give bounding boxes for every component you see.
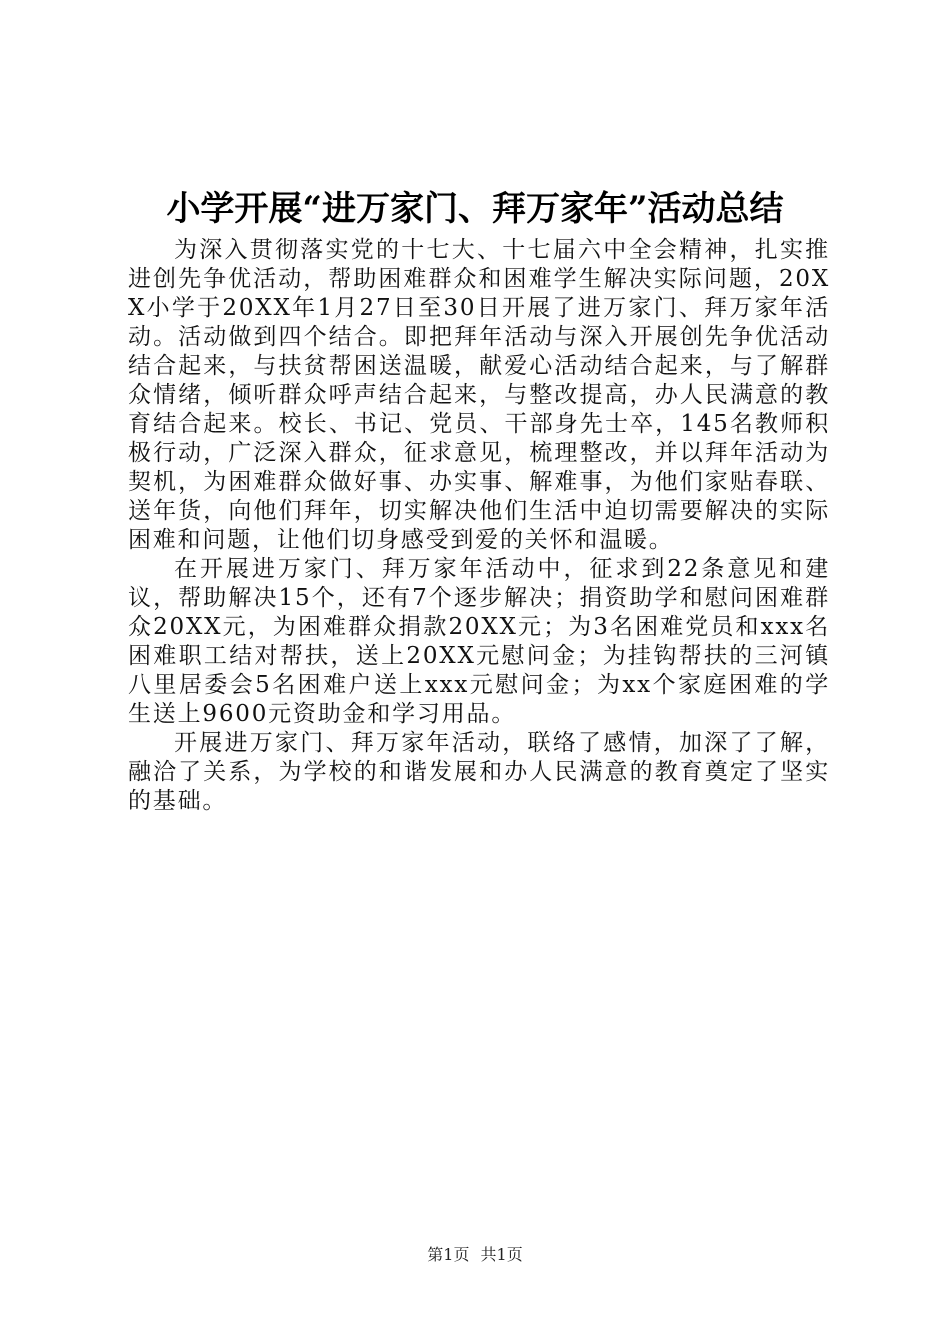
page-footer: 第1页 共1页 xyxy=(427,1245,523,1264)
paragraph-1: 为深入贯彻落实党的十七大、十七届六中全会精神，扎实推进创先争优活动，帮助困难群众和困难学生解决实际问题，20XX小学于20XX年1月27日至30日开展了进万家门、拜万家年活动。活动做到四个结合。即把拜年活动与深入开展创先争优活动结合起来，与扶贫帮困送温暖，献爱心活动结合起来，与了解群众情绪，倾听群众呼声结合起来，与整改提高，办人民满意的教育结合起来。校长、书记、党员、干部身先士卒，145名教师积极行动，广泛深入群众，征求意见，梳理整改，并以拜年活动为契机，为困难群众做好事、办实事、解难事，为他们家贴春联、送年货，向他们拜年，切实解决他们生活中迫切需要解决的实际困难和问题，让他们切身感受到爱的关怀和温暖。 xyxy=(128,237,830,553)
paragraph-3: 开展进万家门、拜万家年活动，联络了感情，加深了了解，融洽了关系，为学校的和谐发展和办人民满意的教育奠定了坚实的基础。 xyxy=(128,730,830,814)
document-body xyxy=(128,236,830,816)
paragraph-2: 在开展进万家门、拜万家年活动中，征求到22条意见和建议，帮助解决15个，还有7个逐步解决；捐资助学和慰问困难群众20XX元，为困难群众捐款20XX元；为3名困难党员和xxx名困难职工结对帮扶，送上20XX元慰问金；为挂钩帮扶的三河镇八里居委会5名困难户送上xxx元慰问金；为xx个家庭困难的学生送上9600元资助金和学习用品。 xyxy=(128,556,830,727)
document-title: 小学开展“进万家门、拜万家年”活动总结 xyxy=(166,189,784,229)
